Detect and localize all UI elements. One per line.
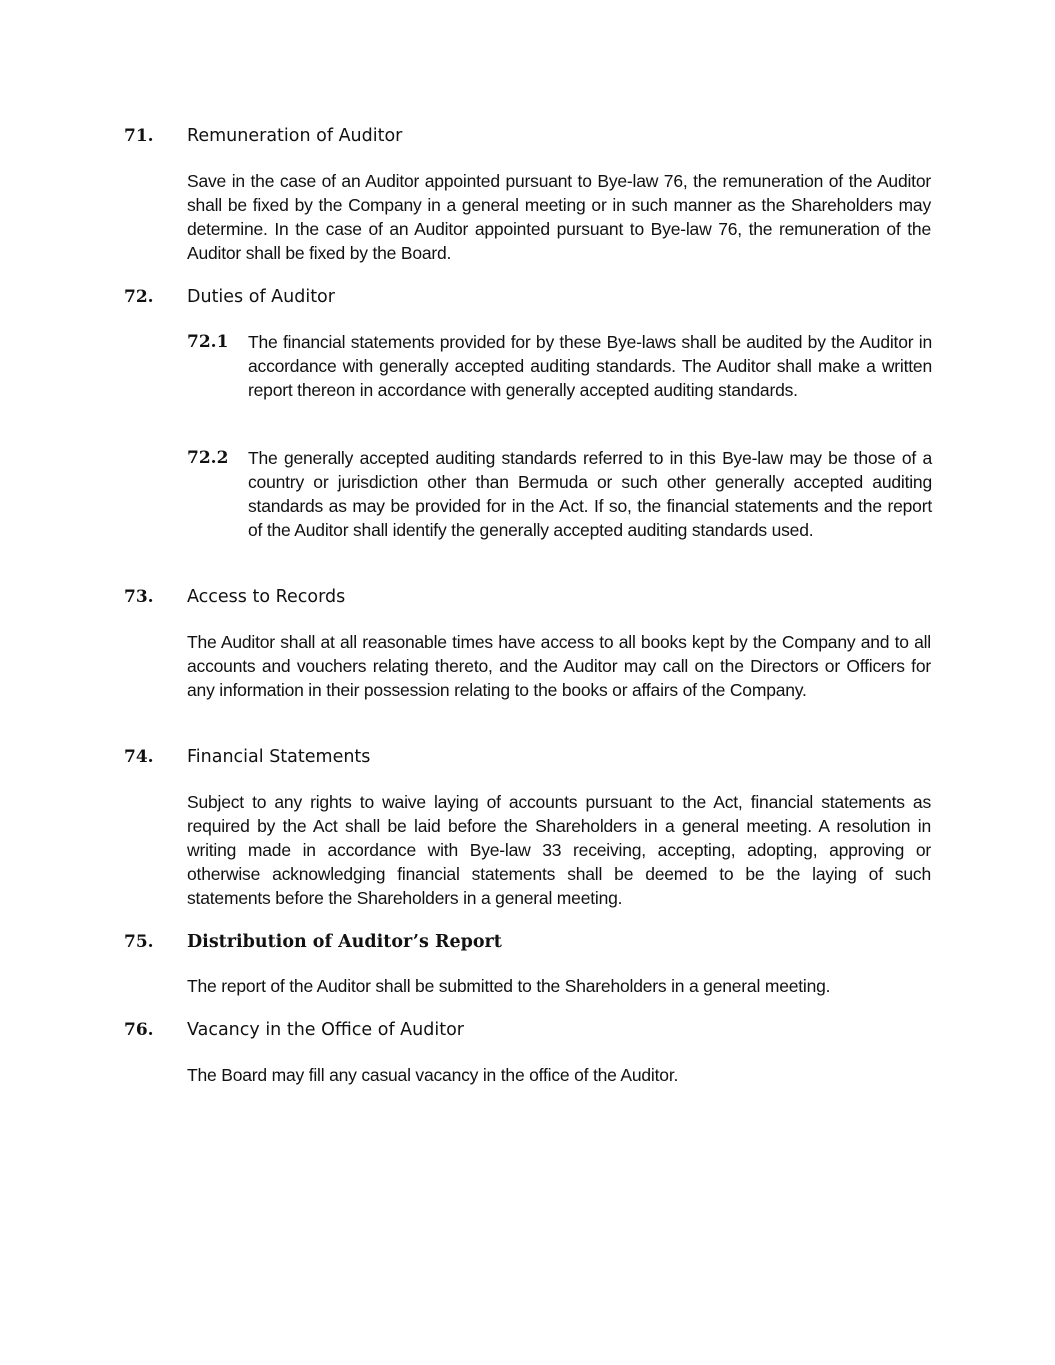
section-71 — [124, 124, 932, 263]
section-number: 74. — [124, 747, 154, 767]
section-title: Vacancy in the Office of Auditor — [187, 1020, 464, 1040]
section-body: Subject to any rights to waive laying of accounts pursuant to the Act, financial statements as required by the Act shall be laid before the Shareholders in a general meeting. A resolution in writing made in accordance with Bye-law 33 receiving, accepting, adopting, approving or otherwise acknowledging financial statements shall be deemed to be the laying of such statements before the Shareholders in a general meeting. — [187, 792, 931, 908]
section-heading — [124, 585, 932, 609]
section-74 — [124, 745, 932, 908]
section-number: 76. — [124, 1020, 154, 1040]
subsection-text: The generally accepted auditing standards referred to in this Bye-law may be those of a country or jurisdiction other than Bermuda or such other generally accepted auditing standards as may be provided for in the Act. If so, the financial statements and the report of the Auditor shall identify the generally accepted auditing standards used. — [248, 448, 932, 540]
subsection-number: 72.1 — [187, 332, 229, 352]
section-76 — [124, 1018, 932, 1085]
section-title: Remuneration of Auditor — [187, 126, 403, 146]
subsection-number: 72.2 — [187, 448, 229, 468]
section-heading — [124, 745, 932, 769]
section-72 — [124, 285, 932, 540]
section-body: The Board may fill any casual vacancy in the office of the Auditor. — [187, 1065, 679, 1085]
section-body: The report of the Auditor shall be submitted to the Shareholders in a general meeting. — [187, 976, 831, 996]
section-heading — [124, 930, 932, 954]
section-heading — [124, 124, 932, 148]
section-title: Financial Statements — [187, 747, 371, 767]
section-number: 72. — [124, 287, 154, 307]
section-title: Distribution of Auditor’s Report — [187, 932, 502, 952]
section-75 — [124, 930, 932, 996]
section-heading — [124, 285, 932, 309]
section-number: 73. — [124, 587, 154, 607]
section-title: Access to Records — [187, 587, 346, 607]
section-body: The Auditor shall at all reasonable times have access to all books kept by the Company and to all accounts and vouchers relating thereto, and the Auditor may call on the Directors or Officers for any information in their possession relating to the books or affairs of the Company. — [187, 632, 931, 700]
section-heading — [124, 1018, 932, 1042]
section-73 — [124, 585, 932, 700]
subsection-text: The financial statements provided for by these Bye-laws shall be audited by the Auditor in accordance with generally accepted auditing standards. The Auditor shall make a written report thereon in accordance with generally accepted auditing standards. — [248, 332, 932, 400]
section-number: 71. — [124, 126, 154, 146]
section-title: Duties of Auditor — [187, 287, 335, 307]
section-number: 75. — [124, 932, 154, 952]
section-body: Save in the case of an Auditor appointed pursuant to Bye-law 76, the remuneration of the Auditor shall be fixed by the Company in a general meeting or in such manner as the Shareholders may determine. In the case of an Auditor appointed pursuant to Bye-law 76, the remuneration of the Auditor shall be fixed by the Board. — [187, 171, 931, 263]
